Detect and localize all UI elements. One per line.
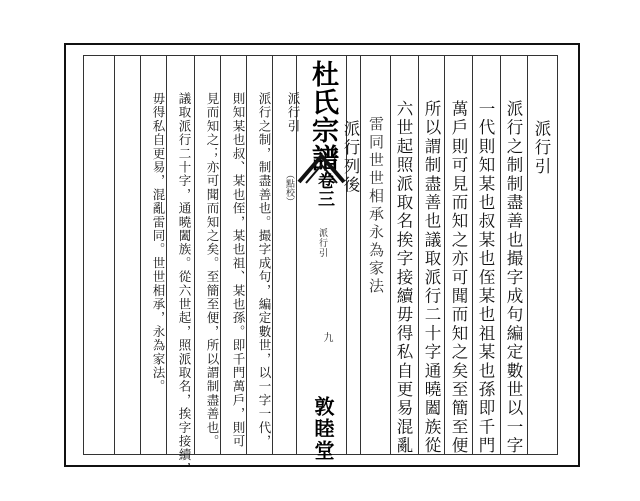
page-number: 九 xyxy=(321,332,332,342)
column-divider xyxy=(527,55,528,455)
column-divider xyxy=(246,55,247,455)
right-text-column: 六世起照派取名挨字接續毋得私自更易混亂 xyxy=(394,100,413,456)
section-label: 派行引 xyxy=(317,228,327,258)
column-divider xyxy=(272,55,273,455)
right-text-column: 雷同世世相承永為家法 xyxy=(367,116,385,296)
annotation-label: （點校） xyxy=(284,170,294,206)
column-divider xyxy=(500,55,501,455)
column-divider xyxy=(360,55,361,455)
right-text-column: 一代則知某也叔某也侄某也祖某也孫即千門 xyxy=(476,100,495,456)
column-divider xyxy=(418,55,419,455)
genealogy-title: 杜氏宗譜 xyxy=(307,60,338,172)
left-text-column: 見而知之；亦可聞而知之矣。至簡至便，所以謂制盡善也。 xyxy=(205,92,220,449)
right-heading: 派行引 xyxy=(532,120,551,177)
column-divider xyxy=(444,55,445,455)
right-subheading: 派行列後 xyxy=(341,120,360,195)
right-text-column: 萬戶則可見而知之亦可聞而知之矣至簡至便 xyxy=(449,100,468,456)
column-divider xyxy=(472,55,473,455)
left-text-column: 毋得私自更易，混亂雷同。世世相承，永為家法。 xyxy=(151,92,166,394)
column-divider xyxy=(390,55,391,455)
left-heading: 派行引 xyxy=(286,92,301,134)
left-text-column: 則知某也叔、某也侄，某也祖、某也孫。即千門萬戶，則可 xyxy=(231,92,246,449)
column-divider xyxy=(220,55,221,455)
right-text-column: 派行之制制盡善也撮字成句編定數世以一字 xyxy=(504,100,523,456)
column-divider xyxy=(114,55,115,455)
hall-name: 敦睦堂 xyxy=(311,396,335,462)
column-divider xyxy=(140,55,141,455)
center-spine-right xyxy=(346,55,347,455)
volume-label: 卷三 xyxy=(314,172,334,208)
column-divider xyxy=(194,55,195,455)
right-text-column: 所以謂制盡善也議取派行二十字通曉闔族從 xyxy=(422,100,441,456)
column-divider xyxy=(166,55,167,455)
left-text-column: 派行之制，制盡善也。撮字成句，編定數世，以一字一代， xyxy=(257,92,272,449)
left-text-column: 議取派行二十字，通曉闔族。從六世起，照派取名，挨字接續， xyxy=(177,92,192,476)
